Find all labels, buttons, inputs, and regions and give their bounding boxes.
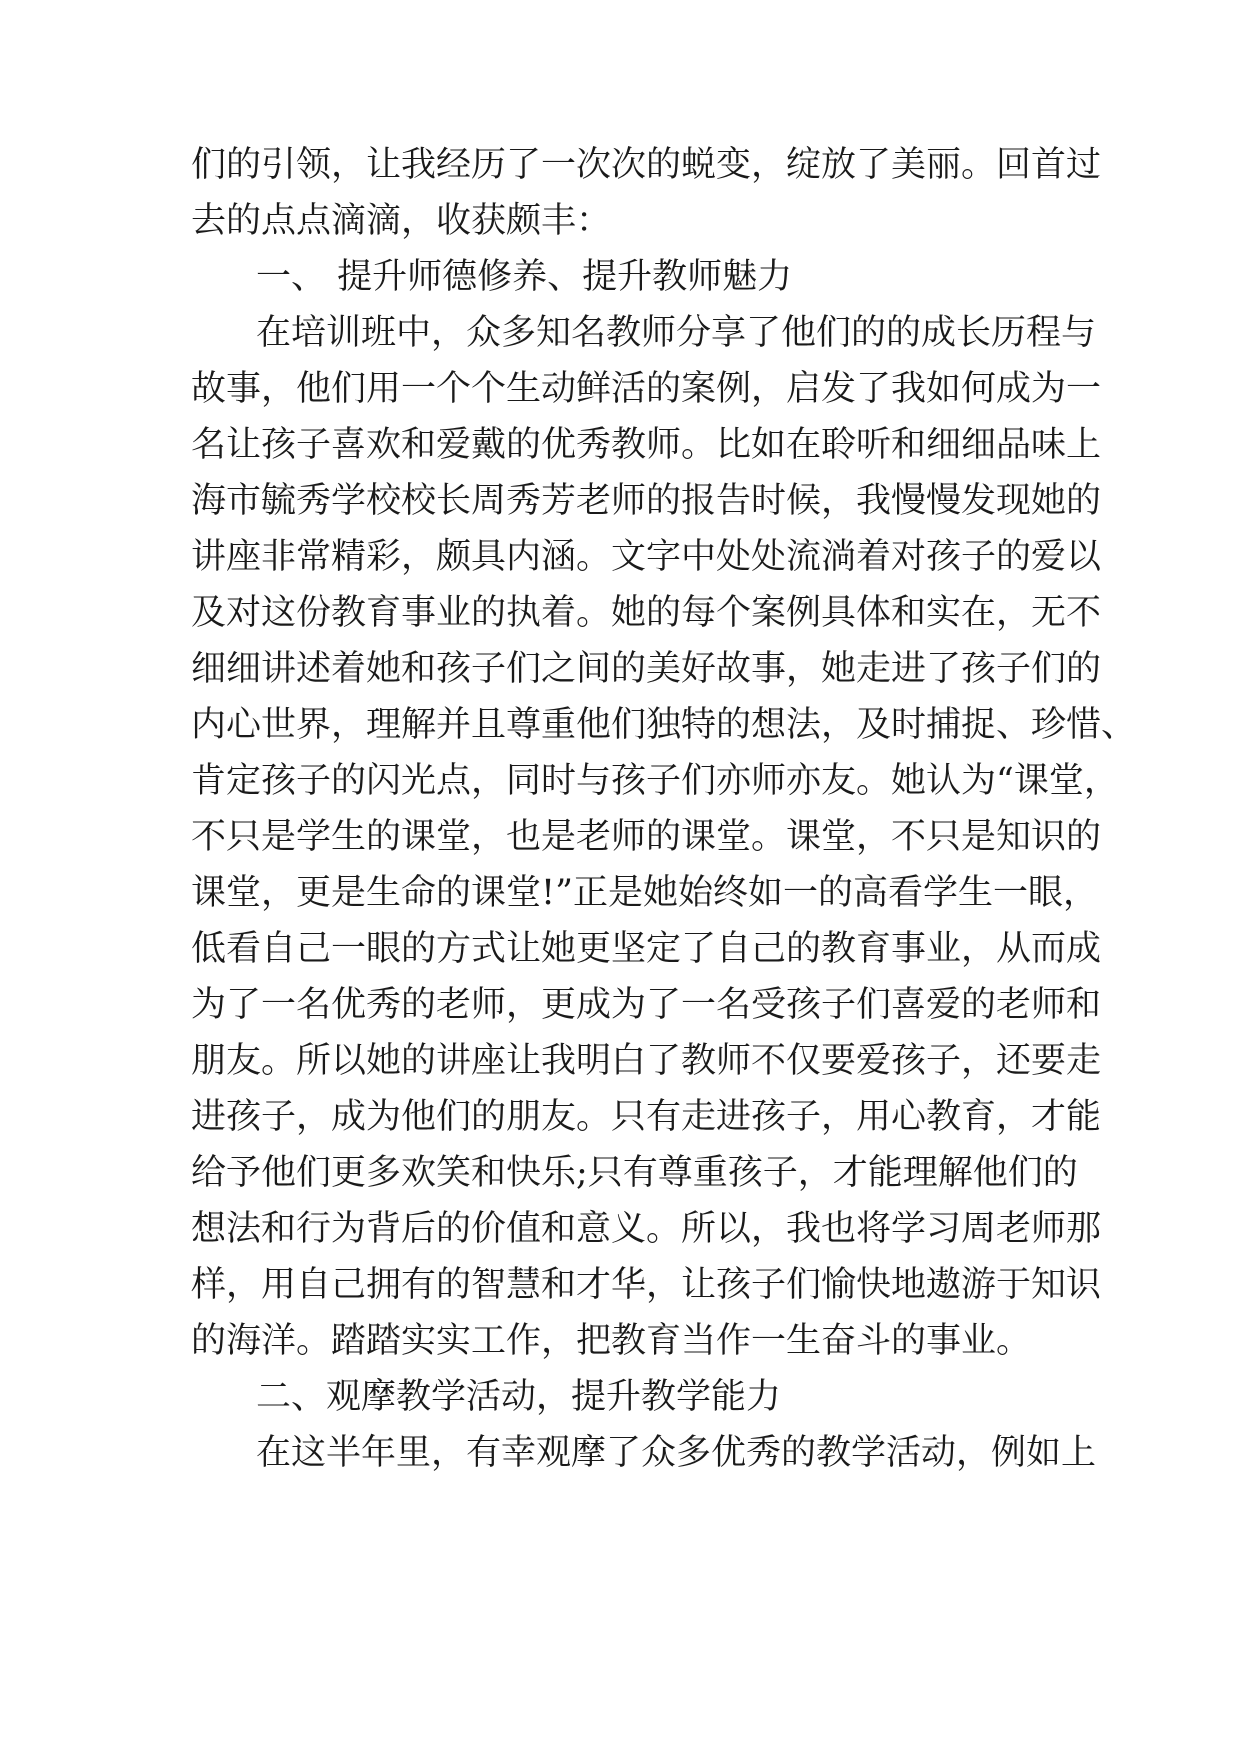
text-line: 低看自己一眼的方式让她更坚定了自己的教育事业，从而成: [191, 929, 1102, 969]
text-line: 故事，他们用一个个生动鲜活的案例，启发了我如何成为一: [191, 369, 1102, 409]
text-line: 讲座非常精彩，颇具内涵。文字中处处流淌着对孩子的爱以: [191, 537, 1102, 577]
text-line: 在这半年里，有幸观摩了众多优秀的教学活动，例如上: [256, 1433, 1097, 1473]
text-line: 名让孩子喜欢和爱戴的优秀教师。比如在聆听和细细品味上: [191, 425, 1102, 465]
text-line: 肯定孩子的闪光点，同时与孩子们亦师亦友。她认为“课堂，: [191, 761, 1119, 801]
text-line: 为了一名优秀的老师，更成为了一名受孩子们喜爱的老师和: [191, 985, 1102, 1025]
text-line: 课堂，更是生命的课堂!”正是她始终如一的高看学生一眼，: [191, 873, 1098, 913]
text-line: 朋友。所以她的讲座让我明白了教师不仅要爱孩子，还要走: [191, 1041, 1102, 1081]
text-line: 进孩子，成为他们的朋友。只有走进孩子，用心教育，才能: [191, 1097, 1102, 1137]
text-line: 海市毓秀学校校长周秀芳老师的报告时候，我慢慢发现她的: [191, 481, 1102, 521]
section-heading-2: 二、观摩教学活动，提升教学能力: [256, 1377, 782, 1417]
section-heading-1: 一、 提升师德修养、提升教师魅力: [256, 257, 793, 297]
text-line: 不只是学生的课堂，也是老师的课堂。课堂，不只是知识的: [191, 817, 1102, 857]
text-line: 及对这份教育事业的执着。她的每个案例具体和实在，无不: [191, 593, 1102, 633]
text-line: 去的点点滴滴，收获颇丰：: [191, 201, 612, 241]
text-line: 内心世界，理解并且尊重他们独特的想法，及时捕捉、珍惜、: [191, 705, 1137, 745]
text-line: 们的引领，让我经历了一次次的蜕变，绽放了美丽。回首过: [191, 145, 1102, 185]
text-line: 想法和行为背后的价值和意义。所以，我也将学习周老师那: [191, 1209, 1102, 1249]
text-line: 的海洋。踏踏实实工作，把教育当作一生奋斗的事业。: [191, 1321, 1032, 1361]
text-line: 给予他们更多欢笑和快乐;只有尊重孩子，才能理解他们的: [191, 1153, 1078, 1193]
text-line: 样，用自己拥有的智慧和才华，让孩子们愉快地遨游于知识: [191, 1265, 1102, 1305]
text-line: 细细讲述着她和孩子们之间的美好故事，她走进了孩子们的: [191, 649, 1102, 689]
text-line: 在培训班中，众多知名教师分享了他们的的成长历程与: [256, 313, 1097, 353]
